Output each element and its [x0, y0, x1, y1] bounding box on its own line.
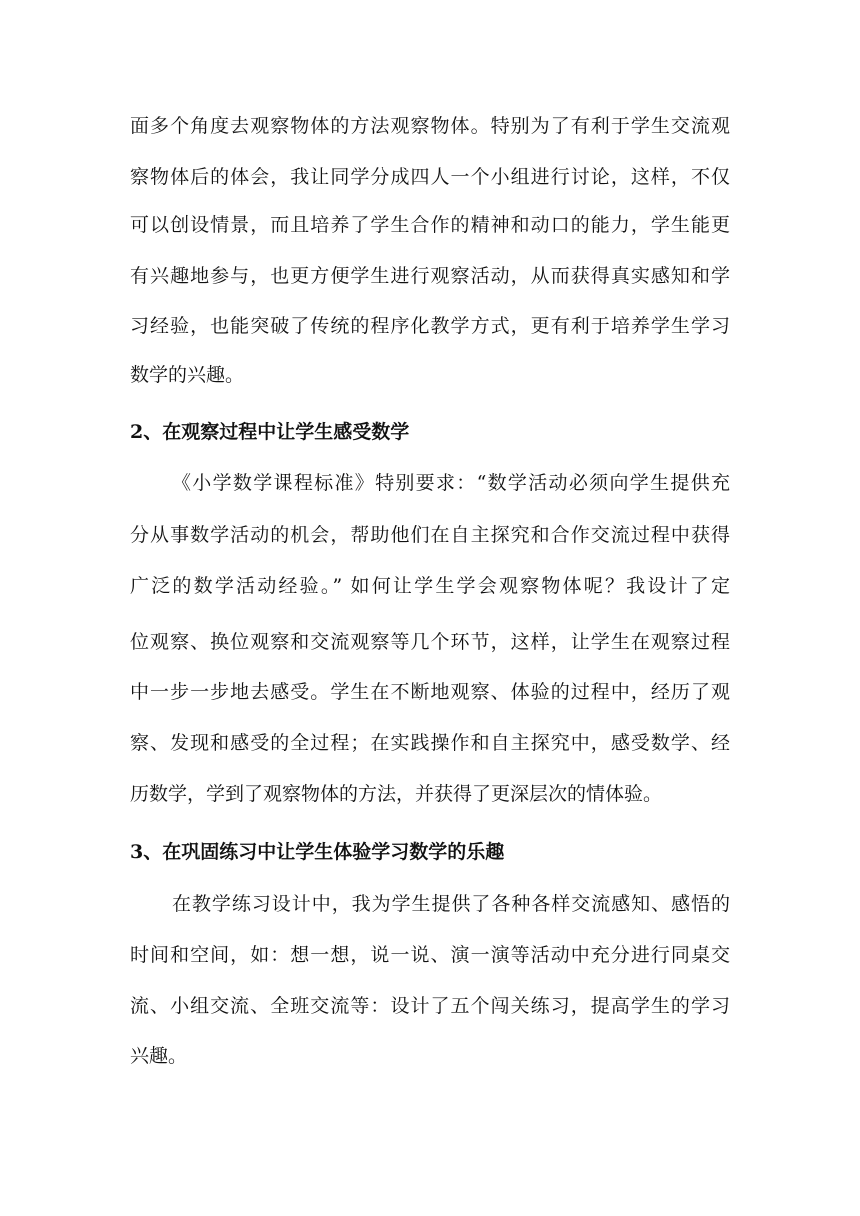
- section-2-line-6: 察、发现和感受的全过程；在实践操作和自主探究中，感受数学、经: [130, 732, 730, 754]
- section-2-line-7: 历数学，学到了观察物体的方法，并获得了更深层次的情体验。: [130, 783, 663, 805]
- section-3-line-4: 兴趣。: [130, 1045, 188, 1067]
- paragraph-1-line-5: 习经验，也能突破了传统的程序化教学方式，更有利于培养学生学习: [130, 315, 730, 337]
- paragraph-1-line-1: 面多个角度去观察物体的方法观察物体。特别为了有利于学生交流观: [130, 115, 730, 137]
- paragraph-1-line-4: 有兴趣地参与，也更方便学生进行观察活动，从而获得真实感知和学: [130, 265, 730, 287]
- paragraph-1-line-6: 数学的兴趣。: [130, 364, 245, 386]
- section-2-line-5: 中一步一步地去感受。学生在不断地观察、体验的过程中，经历了观: [130, 681, 730, 703]
- paragraph-1-line-3: 可以创设情景，而且培养了学生合作的精神和动口的能力，学生能更: [130, 214, 730, 236]
- section-2-line-2: 分从事数学活动的机会，帮助他们在自主探究和合作交流过程中获得: [130, 524, 730, 546]
- section-3-line-2: 时间和空间，如：想一想，说一说、演一演等活动中充分进行同桌交: [130, 944, 730, 966]
- paragraph-1-line-2: 察物体后的体会，我让同学分成四人一个小组进行讨论，这样，不仅: [130, 166, 730, 188]
- section-2-heading: 2、在观察过程中让学生感受数学: [130, 421, 410, 443]
- section-2-line-4: 位观察、换位观察和交流观察等几个环节，这样，让学生在观察过程: [130, 631, 730, 653]
- section-2-line-1: 《小学数学课程标准》特别要求：“数学活动必须向学生提供充: [172, 472, 730, 494]
- section-2-line-3: 广泛的数学活动经验。” 如何让学生学会观察物体呢？我设计了定: [130, 575, 730, 597]
- section-3-line-1: 在教学练习设计中，我为学生提供了各种各样交流感知、感悟的: [172, 893, 730, 915]
- section-3-line-3: 流、小组交流、全班交流等：设计了五个闯关练习，提高学生的学习: [130, 995, 730, 1017]
- section-3-heading: 3、在巩固练习中让学生体验学习数学的乐趣: [130, 841, 505, 863]
